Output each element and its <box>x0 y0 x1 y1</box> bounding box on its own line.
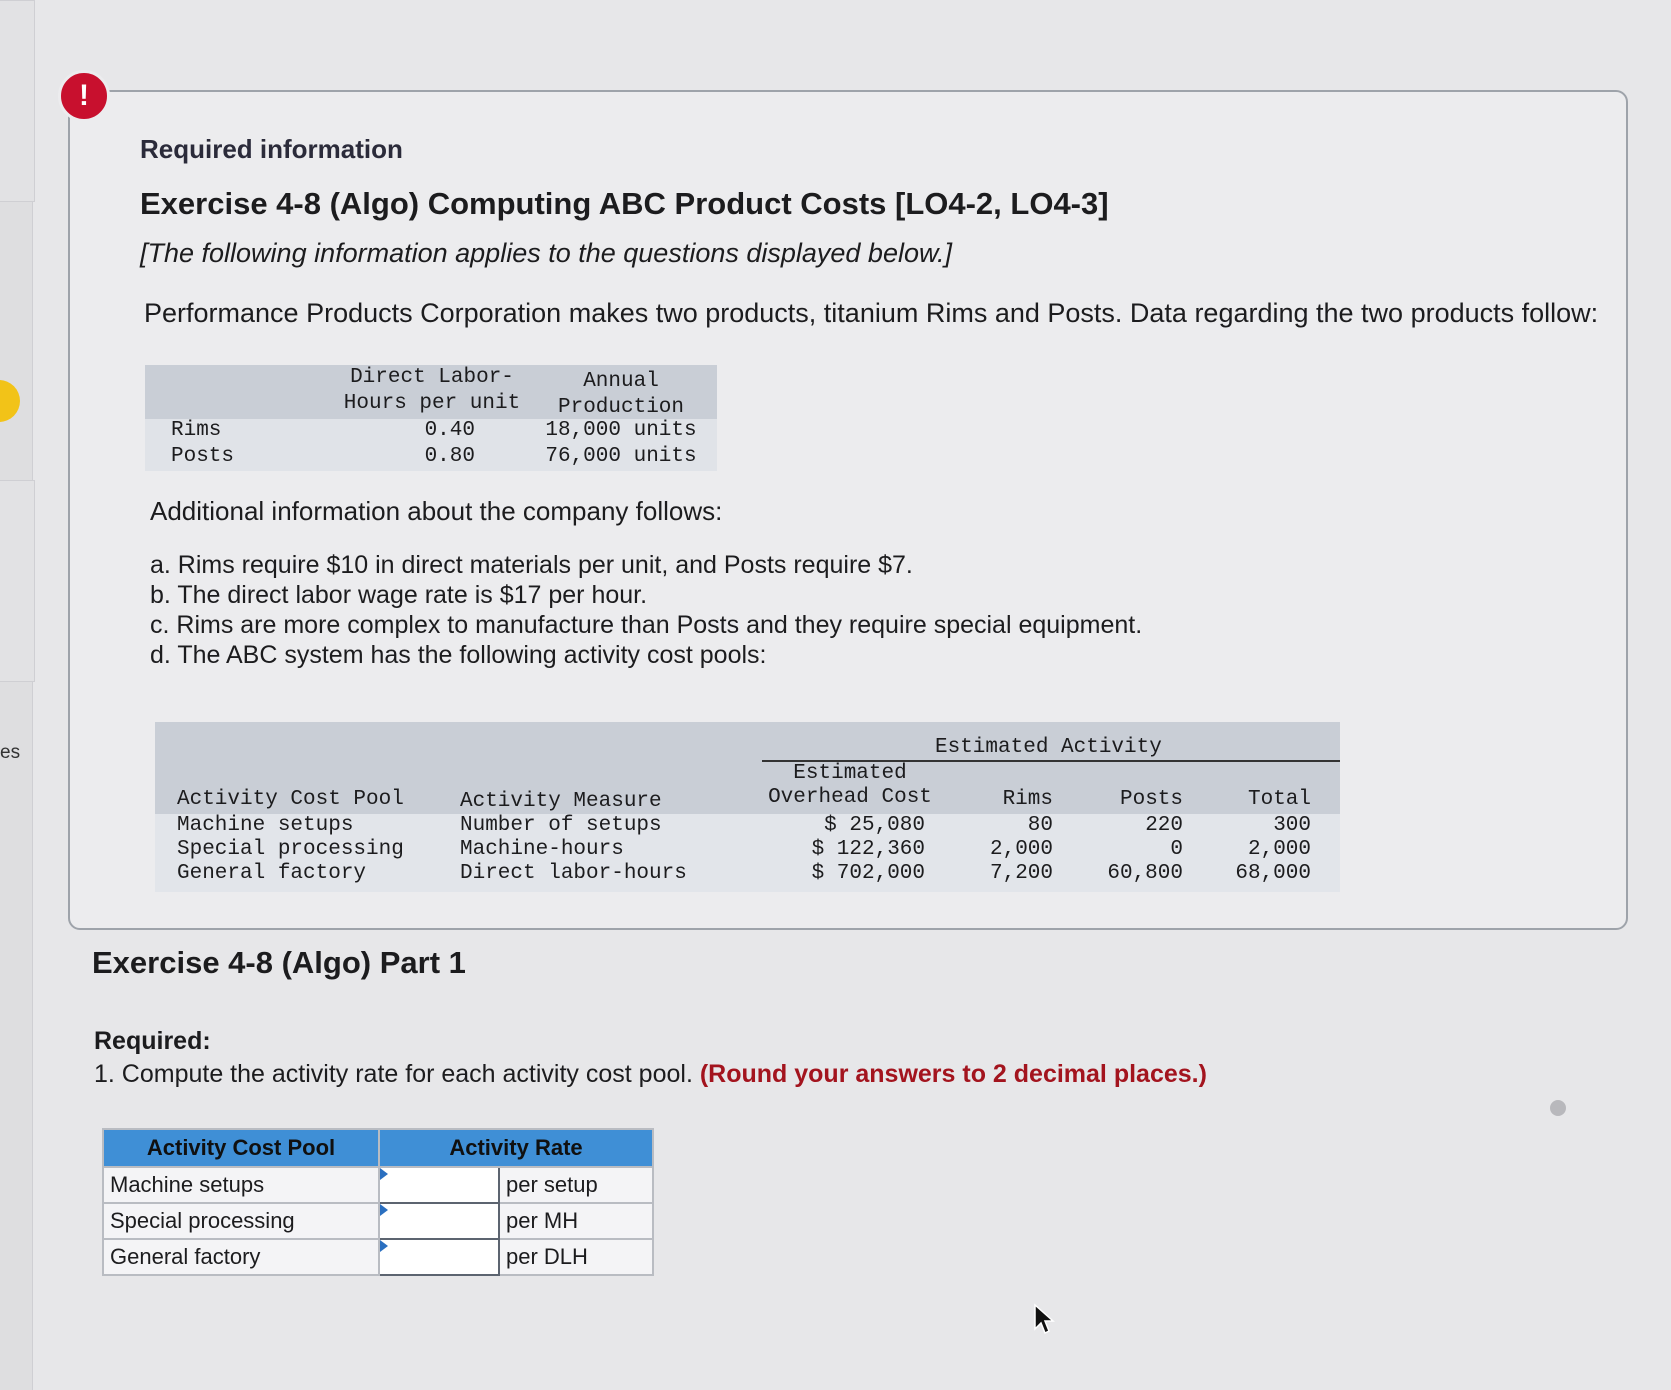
alert-icon: ! <box>58 70 110 122</box>
list-item: b. The direct labor wage rate is $17 per hour. <box>150 581 648 609</box>
product-dlh: 0.80 <box>424 445 475 468</box>
sidebar-partial-label[interactable]: es <box>0 742 21 763</box>
sidebar-panel <box>0 0 35 202</box>
product-data-table <box>145 365 717 471</box>
pool-column-header: Activity Cost Pool <box>103 1129 379 1167</box>
estimated-activity-header: Estimated Activity <box>935 736 1162 759</box>
pool-name: General factory <box>177 862 367 885</box>
additional-info-heading: Additional information about the company follows: <box>150 496 723 526</box>
rims-column-header: Rims <box>1002 788 1053 811</box>
dlh-column-header: Direct Labor- Hours per unit <box>343 366 521 415</box>
pool-rims: 80 <box>1027 814 1053 837</box>
pool-measure: Machine-hours <box>460 838 624 861</box>
special-processing-rate-cell <box>379 1203 499 1239</box>
pool-total: 68,000 <box>1235 862 1311 885</box>
answer-pool-name: Machine setups <box>103 1167 379 1203</box>
pool-posts: 220 <box>1145 814 1183 837</box>
production-column-header: Annual Production <box>557 370 685 419</box>
product-table-header <box>145 365 717 419</box>
sidebar-panel <box>0 480 35 682</box>
input-flag-icon <box>380 1204 388 1216</box>
rate-column-header: Activity Rate <box>379 1129 653 1167</box>
overhead-header-line2: Overhead Cost <box>768 786 932 809</box>
general-factory-rate-cell <box>379 1239 499 1275</box>
table-row <box>103 1239 653 1275</box>
posts-column-header: Posts <box>1119 788 1183 811</box>
table-row <box>145 445 717 471</box>
pool-rims: 7,200 <box>989 862 1053 885</box>
pool-measure: Number of setups <box>460 814 662 837</box>
product-production: 76,000 units <box>545 445 697 468</box>
exercise-subtitle: [The following information applies to the questions displayed below.] <box>140 238 952 268</box>
required-text <box>94 1060 1207 1089</box>
product-name: Rims <box>171 419 222 442</box>
additional-info-list <box>150 550 1142 670</box>
list-item: c. Rims are more complex to manufacture than Posts and they require special equipment. <box>150 611 1143 639</box>
rounding-note: (Round your answers to 2 decimal places.) <box>699 1060 1207 1088</box>
status-dot <box>0 380 20 422</box>
answer-unit: per setup <box>499 1167 653 1203</box>
pool-name: Special processing <box>177 838 404 861</box>
answer-pool-name: General factory <box>103 1239 379 1275</box>
list-item: a. Rims require $10 in direct materials per unit, and Posts require $7. <box>150 551 913 579</box>
product-production: 18,000 units <box>545 419 697 442</box>
pool-posts: 60,800 <box>1107 862 1183 885</box>
required-info-heading: Required information <box>140 134 403 164</box>
pool-rims: 2,000 <box>989 838 1053 861</box>
machine-setups-rate-cell <box>379 1167 499 1203</box>
answer-pool-name: Special processing <box>103 1203 379 1239</box>
activity-cost-pool-table <box>155 722 1340 892</box>
product-name: Posts <box>171 445 235 468</box>
left-sidebar <box>0 0 33 1390</box>
activity-rate-answer-table <box>102 1128 654 1276</box>
overhead-header-line1: Estimated <box>793 762 907 785</box>
table-row <box>103 1203 653 1239</box>
input-flag-icon <box>380 1168 388 1180</box>
table-row <box>103 1167 653 1203</box>
input-flag-icon <box>380 1240 388 1252</box>
measure-column-header: Activity Measure <box>460 790 662 813</box>
machine-setups-rate-input[interactable] <box>380 1168 498 1202</box>
part1-title: Exercise 4-8 (Algo) Part 1 <box>92 945 466 980</box>
total-column-header: Total <box>1247 788 1311 811</box>
exercise-title: Exercise 4-8 (Algo) Computing ABC Product Costs [LO4-2, LO4-3] <box>140 186 1109 221</box>
required-label: Required: <box>94 1027 211 1055</box>
answer-unit: per MH <box>499 1203 653 1239</box>
pool-name: Machine setups <box>177 814 354 837</box>
answer-unit: per DLH <box>499 1239 653 1275</box>
general-factory-rate-input[interactable] <box>380 1240 498 1274</box>
special-processing-rate-input[interactable] <box>380 1204 498 1238</box>
pool-total: 300 <box>1273 814 1311 837</box>
pool-measure: Direct labor-hours <box>460 862 687 885</box>
pool-cost: $ 25,080 <box>824 814 925 837</box>
pool-cost: $ 702,000 <box>811 862 925 885</box>
intro-text: Performance Products Corporation makes two products, titanium Rims and Posts. Data regarding the two products follow: <box>144 298 1599 328</box>
pool-cost: $ 122,360 <box>811 838 925 861</box>
pool-posts: 0 <box>1170 838 1183 861</box>
product-dlh: 0.40 <box>424 419 475 442</box>
required-instruction: 1. Compute the activity rate for each activity cost pool. <box>94 1060 693 1088</box>
decorative-dot <box>1550 1100 1566 1116</box>
pool-column-header: Activity Cost Pool <box>177 788 404 811</box>
list-item: d. The ABC system has the following activity cost pools: <box>150 641 767 669</box>
mouse-cursor-icon <box>1033 1303 1055 1335</box>
pool-total: 2,000 <box>1247 838 1311 861</box>
table-row <box>145 419 717 445</box>
